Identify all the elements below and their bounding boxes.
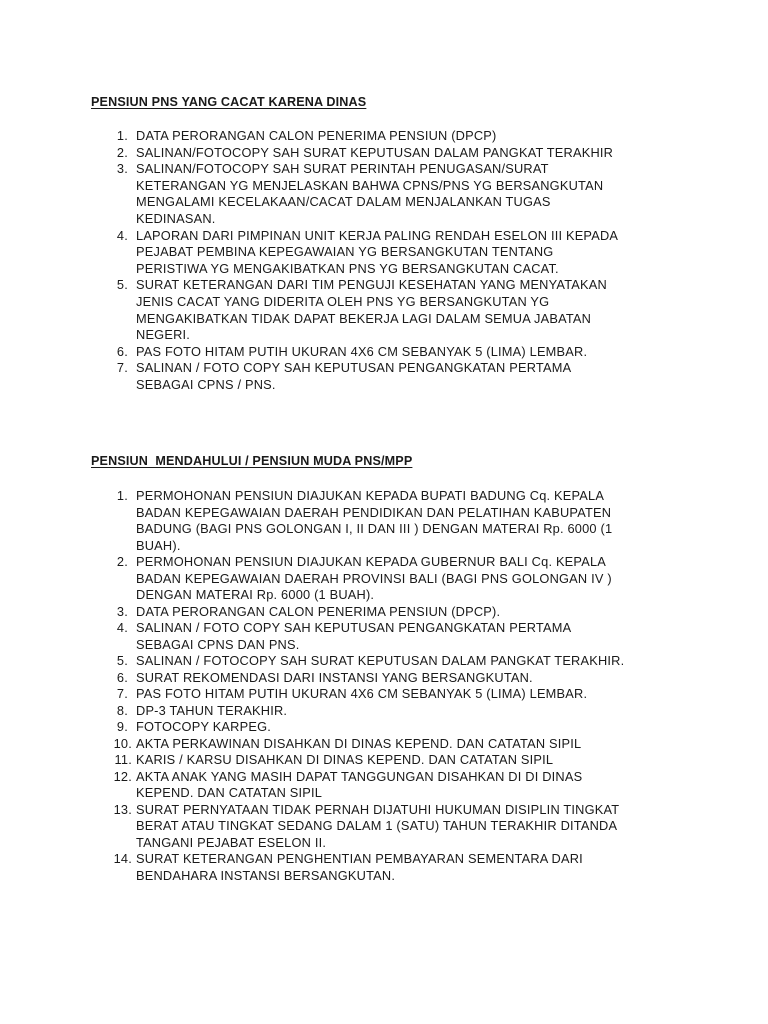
item-number: 3. [116, 161, 128, 177]
item-text: PAS FOTO HITAM PUTIH UKURAN 4X6 CM SEBANYAK 5 (LIMA) LEMBAR. [136, 343, 588, 359]
list-item [0, 360, 696, 393]
list-item [0, 802, 696, 852]
item-number: 10. [113, 735, 132, 751]
item-text: SALINAN/FOTOCOPY SAH SURAT KEPUTUSAN DALAM PANGKAT TERAKHIR [136, 144, 614, 160]
item-number: 13. [113, 801, 132, 817]
list-item [0, 604, 696, 621]
item-text: AKTA PERKAWINAN DISAHKAN DI DINAS KEPEND. DAN CATATAN SIPIL [136, 735, 582, 751]
list-item [0, 344, 696, 361]
list-item [0, 128, 696, 145]
list-item [0, 736, 696, 753]
item-text: SURAT PERNYATAAN TIDAK PERNAH DIJATUHI HUKUMAN DISIPLIN TINGKAT BERAT ATAU TINGKAT SEDANG DALAM 1 (SATU) TAHUN TERAKHIR DITANDA TANGANI PEJABAT ESELON II. [136, 801, 620, 850]
item-text: DATA PERORANGAN CALON PENERIMA PENSIUN (DPCP). [136, 603, 501, 619]
item-text: KARIS / KARSU DISAHKAN DI DINAS KEPEND. DAN CATATAN SIPIL [136, 752, 554, 767]
item-number: 5. [116, 277, 128, 293]
list-item [0, 161, 696, 227]
item-number: 14. [113, 851, 132, 866]
list-item [0, 145, 696, 162]
list-item [0, 769, 696, 802]
item-text: LAPORAN DARI PIMPINAN UNIT KERJA PALING RENDAH ESELON III KEPADA PEJABAT PEMBINA KEPEGAWAIAN YG BERSANGKUTAN TENTANG PERISTIWA YG MENGAKIBATKAN PNS YG BERSANGKUTAN CACAT. [136, 227, 619, 276]
item-number: 4. [116, 620, 128, 635]
item-number: 3. [116, 603, 128, 619]
item-text: SALINAN/FOTOCOPY SAH SURAT PERINTAH PENUGASAN/SURAT KETERANGAN YG MENJELASKAN BAHWA CPNS/PNS YG BERSANGKUTAN MENGALAMI KECELAKAAN/CACAT DALAM MENJALANKAN TUGAS KEDINASAN. [136, 161, 604, 226]
item-number: 6. [116, 343, 128, 359]
section-heading: PENSIUN MENDAHULUI / PENSIUN MUDA PNS/MPP [91, 454, 413, 468]
item-text: SALINAN / FOTO COPY SAH KEPUTUSAN PENGANGKATAN PERTAMA SEBAGAI CPNS DAN PNS. [136, 620, 572, 652]
item-number: 7. [116, 686, 128, 701]
item-number: 12. [113, 768, 132, 784]
item-number: 6. [116, 669, 128, 685]
item-text: SALINAN / FOTO COPY SAH KEPUTUSAN PENGANGKATAN PERTAMA SEBAGAI CPNS / PNS. [136, 360, 572, 392]
list-item [0, 488, 696, 554]
item-number: 11. [114, 752, 132, 767]
item-text: SURAT KETERANGAN PENGHENTIAN PEMBAYARAN SEMENTARA DARI BENDAHARA INSTANSI BERSANGKUTAN. [136, 851, 583, 883]
item-number: 5. [116, 653, 128, 668]
list-item [0, 277, 696, 343]
item-text: AKTA ANAK YANG MASIH DAPAT TANGGUNGAN DISAHKAN DI DI DINAS KEPEND. DAN CATATAN SIPIL [136, 768, 583, 800]
list-item [0, 670, 696, 687]
item-text: SURAT REKOMENDASI DARI INSTANSI YANG BERSANGKUTAN. [136, 669, 533, 685]
list-item [0, 719, 696, 736]
item-number: 7. [116, 360, 128, 376]
item-number: 2. [116, 554, 128, 569]
item-text: SALINAN / FOTOCOPY SAH SURAT KEPUTUSAN DALAM PANGKAT TERAKHIR. [136, 653, 625, 668]
item-text: SURAT KETERANGAN DARI TIM PENGUJI KESEHATAN YANG MENYATAKAN JENIS CACAT YANG DIDERITA OLEH PNS YG BERSANGKUTAN YG MENGAKIBATKAN TIDAK DAPAT BEKERJA LAGI DALAM SEMUA JABATAN NEGERI. [136, 277, 607, 343]
section-heading: PENSIUN PNS YANG CACAT KARENA DINAS [91, 95, 367, 109]
list-item [0, 703, 696, 720]
item-text: PERMOHONAN PENSIUN DIAJUKAN KEPADA GUBERNUR BALI Cq. KEPALA BADAN KEPEGAWAIAN DAERAH PROVINSI BALI (BAGI PNS GOLONGAN IV ) DENGAN MATERAI Rp. 6000 (1 BUAH). [136, 554, 612, 602]
list-item [0, 620, 696, 653]
list-item [0, 228, 696, 278]
item-text: PAS FOTO HITAM PUTIH UKURAN 4X6 CM SEBANYAK 5 (LIMA) LEMBAR. [136, 686, 588, 701]
item-number: 1. [116, 488, 128, 503]
item-number: 2. [116, 144, 128, 160]
item-number: 1. [116, 128, 128, 143]
list-item [0, 653, 696, 670]
list-item [0, 554, 696, 604]
item-number: 4. [116, 227, 128, 243]
requirements-list [0, 488, 768, 884]
item-text: DATA PERORANGAN CALON PENERIMA PENSIUN (DPCP) [136, 128, 497, 143]
item-text: DP-3 TAHUN TERAKHIR. [136, 702, 288, 718]
requirements-list [0, 128, 768, 394]
item-number: 9. [116, 719, 128, 734]
item-text: FOTOCOPY KARPEG. [136, 719, 271, 734]
list-item [0, 686, 696, 703]
list-item [0, 851, 696, 884]
item-number: 8. [116, 702, 128, 718]
list-item [0, 752, 696, 769]
item-text: PERMOHONAN PENSIUN DIAJUKAN KEPADA BUPATI BADUNG Cq. KEPALA BADAN KEPEGAWAIAN DAERAH PENDIDIKAN DAN PELATIHAN KABUPATEN BADUNG (BAGI PNS GOLONGAN I, II DAN III ) DENGAN MATERAI Rp. 6000 (1 BUAH). [136, 488, 613, 553]
